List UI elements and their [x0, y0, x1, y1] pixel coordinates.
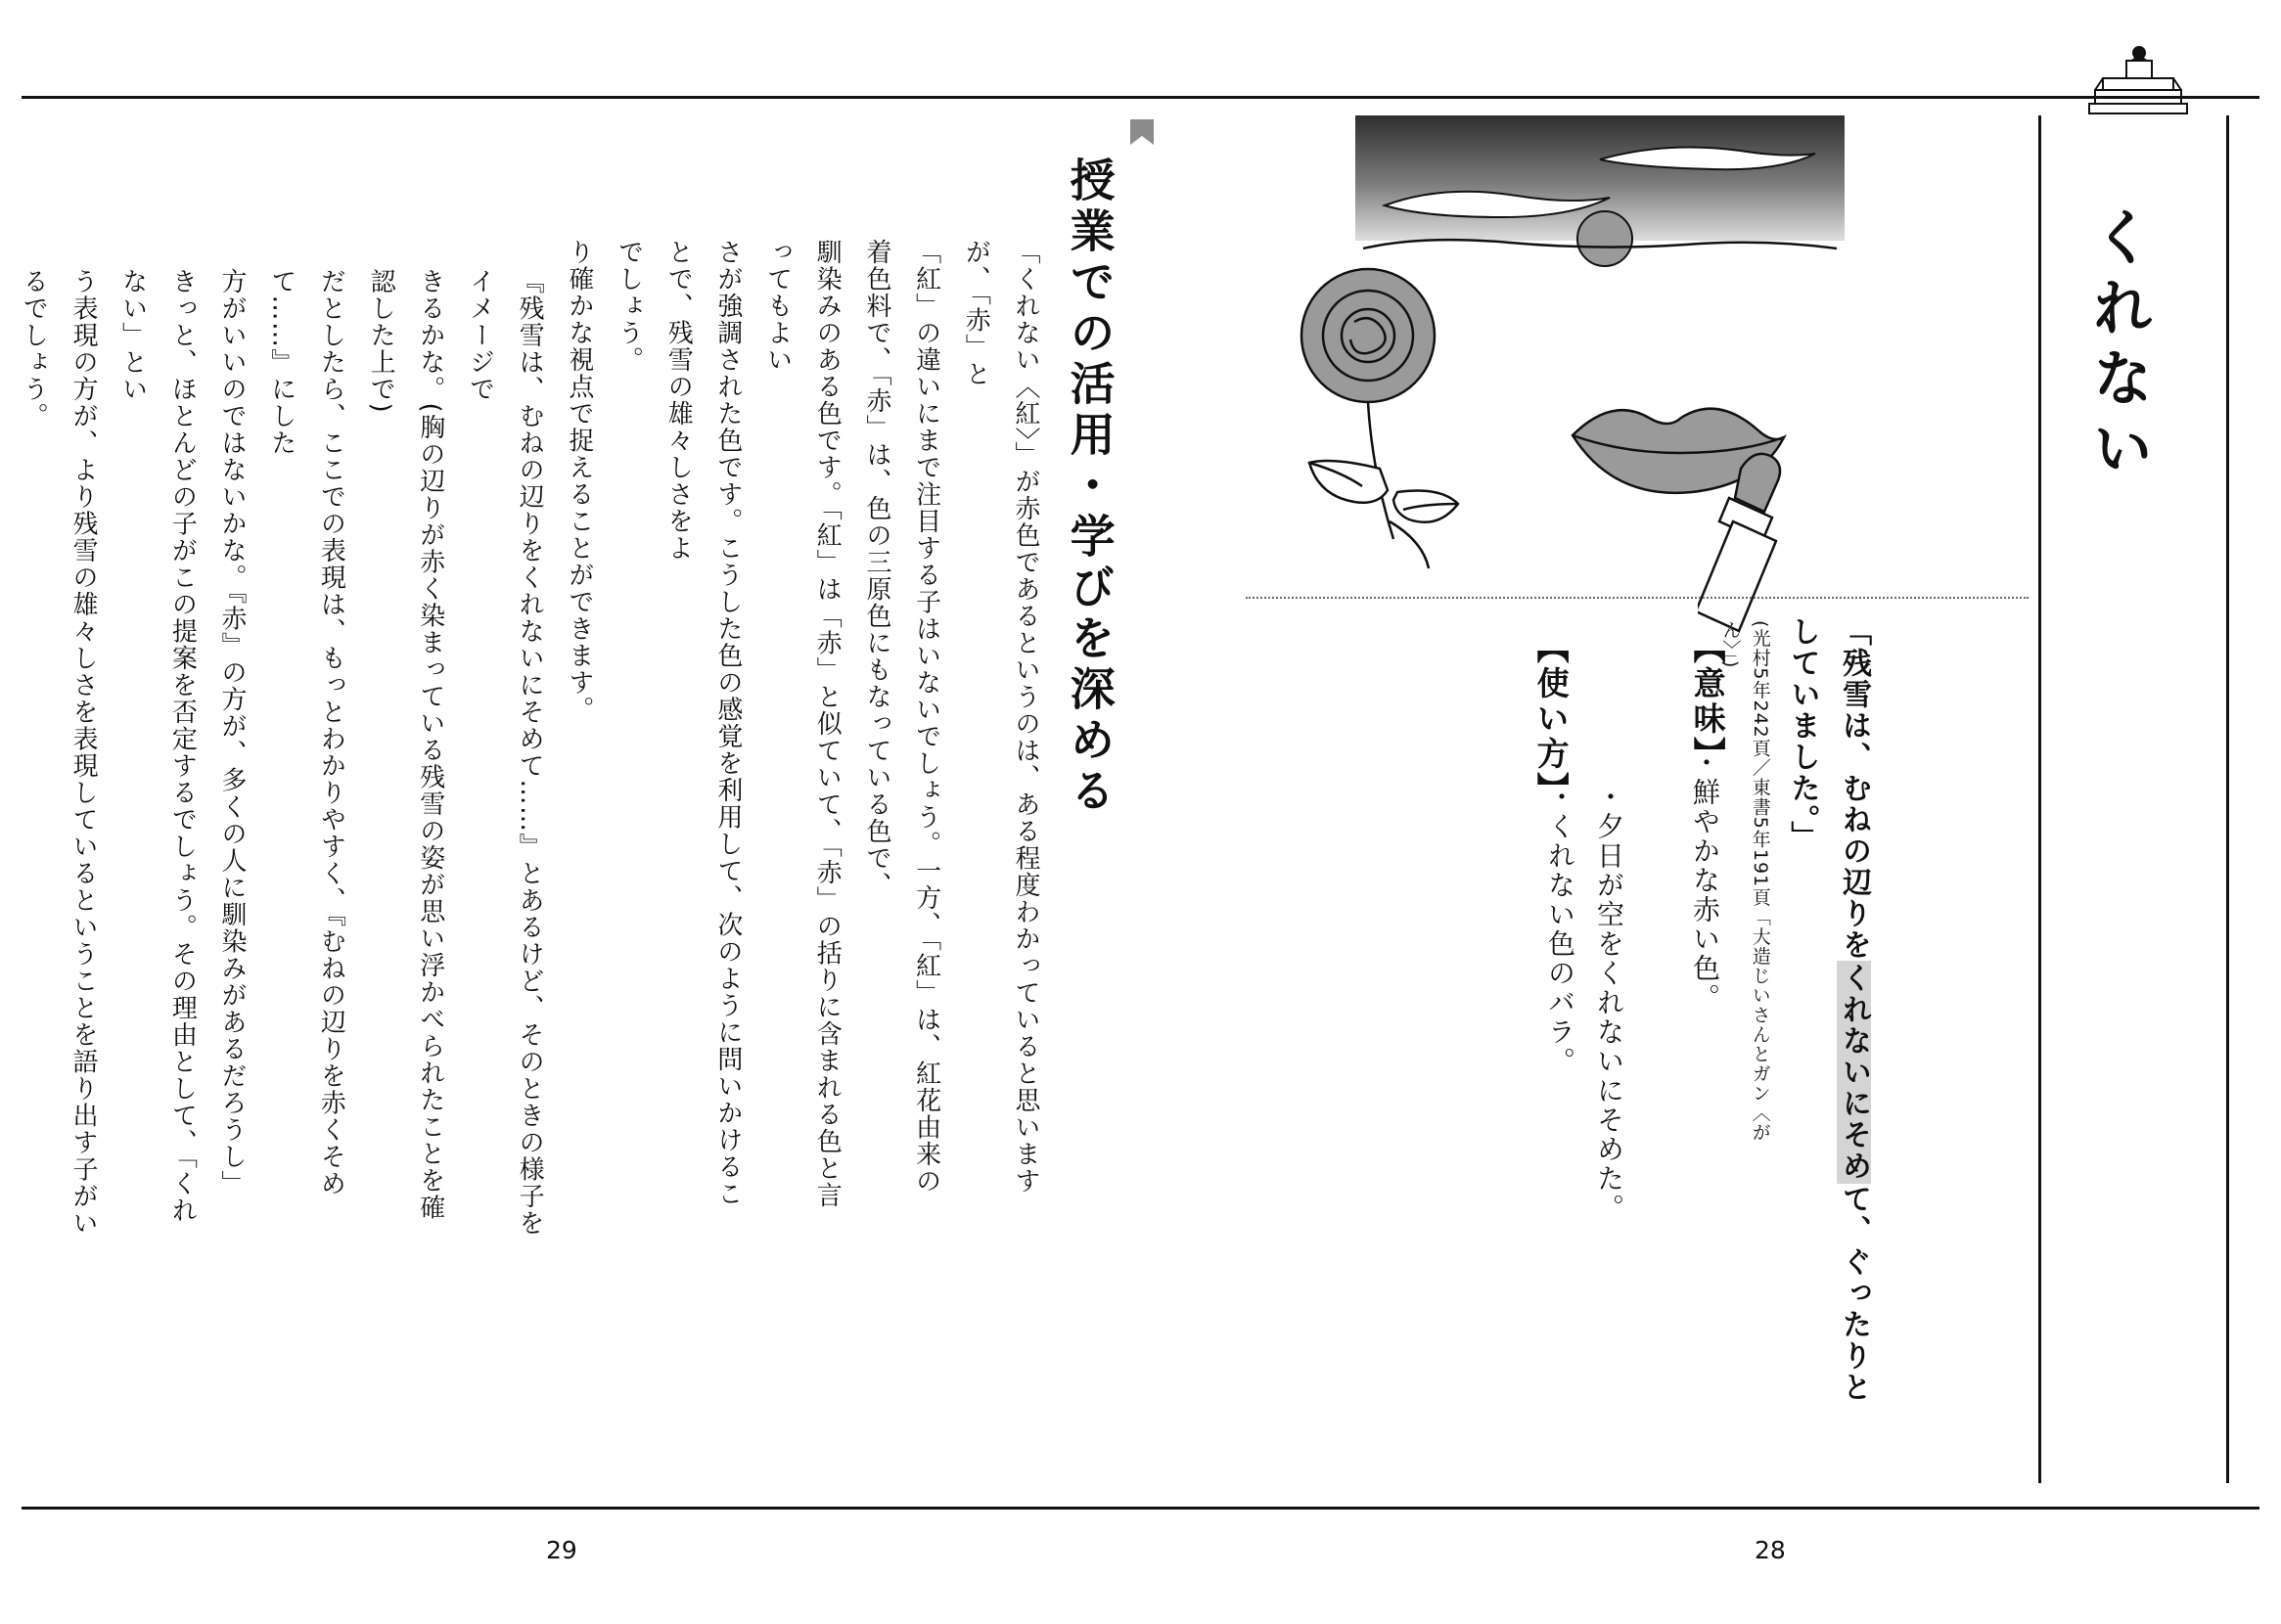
body-column: 方がいいのではないかな。『赤』の方が、多くの人に馴染みがあるだろうし」: [217, 268, 247, 1197]
page-number-right: 28: [1755, 1536, 1786, 1564]
meaning-block: [1688, 631, 1796, 1433]
quote-text: 「残雪は、むねの辺りをくれないにそめて、ぐったりとしていました。」: [1785, 616, 1871, 1403]
meaning-item: ・鮮やかな赤い色。: [1689, 748, 1721, 1013]
headword-block: [2050, 205, 2221, 1458]
page-number-left: 29: [546, 1536, 577, 1564]
section-title: 授業での活用・学びを深める: [1063, 157, 1117, 818]
body-column: う表現の方が、より残雪の雄々しさを表現しているということを語り出す子がいるでしょう。: [19, 268, 98, 1237]
section-divider: [1246, 597, 2029, 599]
page-28-outer-rule: [2226, 115, 2229, 1483]
book-stack-icon: [2070, 29, 2207, 117]
usage-block: [1531, 631, 1698, 1433]
body-column: 「紅」の違いにまで注目する子はいないでしょう。一方、「紅」は、紅花由来の着色料で、「赤」は、色の三原色にもなっている色で、: [861, 239, 941, 1195]
body-text: [19, 174, 1050, 1387]
meaning-label: 【意味】: [1688, 631, 1727, 772]
quote-source: (光村5年242頁／東書5年191頁「大造じいさんとガン〈がん〉」): [1719, 620, 1771, 1143]
body-column: 『残雪は、むねの辺りをくれないにそめて……』とあるけど、そのときの様子をイメージで: [465, 268, 545, 1237]
illustration-area: [1238, 108, 2030, 587]
body-column: だとしたら、ここでの表現は、もっとわかりやすく、『むねの辺りを赤くそめて……』にした: [266, 268, 346, 1197]
usage-item-2: ・くれない色のバラ。: [1544, 783, 1576, 1076]
body-column: きるかな。(胸の辺りが赤く染まっている残雪の姿が思い浮かべられたことを確認した上で): [366, 268, 445, 1222]
headword-text: くれない: [2082, 205, 2154, 487]
title-ornament-icon: [1127, 117, 1157, 153]
usage-item-1: ・夕日が空をくれないにそめた。: [1593, 783, 1625, 1223]
rose-illustration: [1253, 259, 1575, 582]
quote-highlight: くれないにそめ: [1837, 963, 1871, 1182]
body-column: きっと、ほとんどの子がこの提案を否定するでしょう。その理由として、「くれない」とい: [117, 268, 198, 1224]
page-frame-bottom-rule: [22, 1507, 2259, 1510]
body-column: 「くれない〈紅〉」が赤色であるというのは、ある程度わかっていると思いますが、「赤」と: [961, 239, 1040, 1195]
quote-block: [1719, 616, 2040, 1458]
page-28: [1228, 98, 2260, 1507]
body-column: 馴染みのある色です。「紅」は「赤」と似ていて、「赤」の括りに含まれる色と言ってもよい: [762, 239, 843, 1209]
usage-label: 【使い方】: [1531, 631, 1571, 807]
body-column: さが強調された色です。こうした色の感覚を利用して、次のように問いかけることで、残雪の雄々しさをよ: [663, 239, 743, 1207]
body-column: り確かな視点で捉えることができます。: [564, 239, 594, 723]
body-column: でしょう。: [614, 239, 644, 374]
section-title-wrap: [1065, 157, 1182, 920]
page-29: [19, 98, 1202, 1507]
body-column: [0, 268, 9, 1246]
